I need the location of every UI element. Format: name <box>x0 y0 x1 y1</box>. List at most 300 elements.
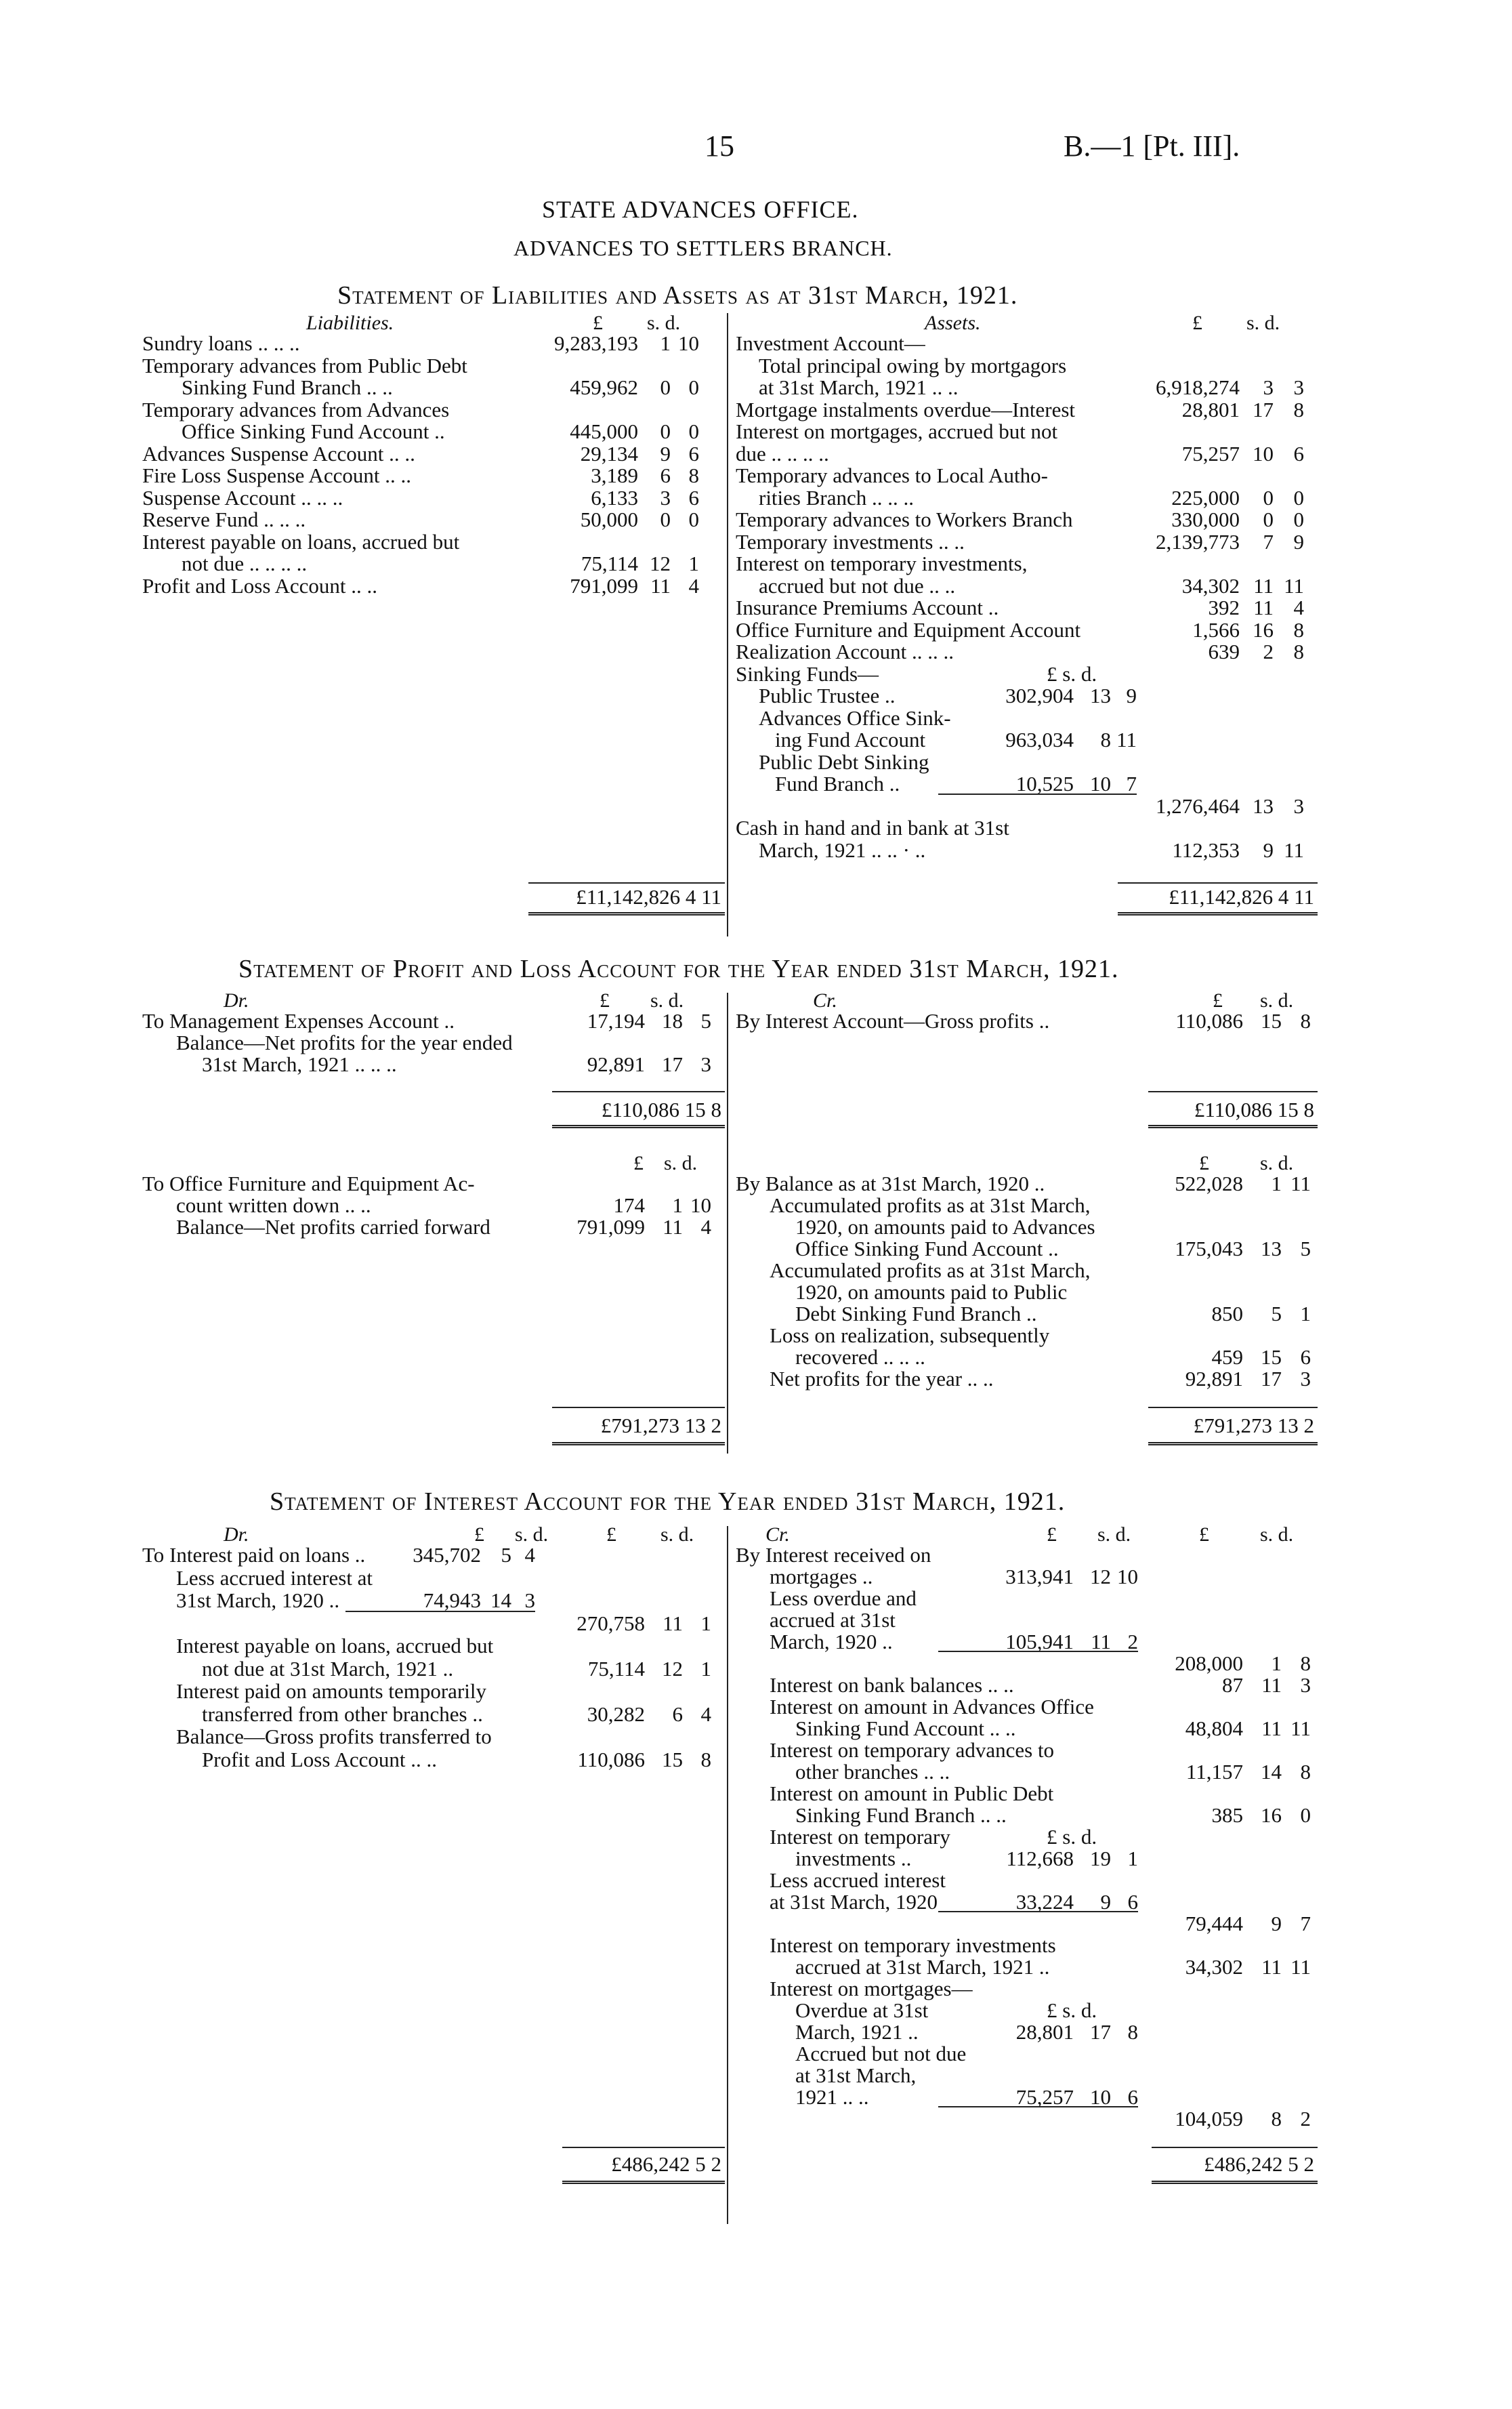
pl-credit2-row <box>0 1324 1512 1347</box>
int-credit-inner-amount: 28,801 <box>1015 2020 1074 2044</box>
int-credit-amount: 79,444 <box>1185 1912 1243 1935</box>
pl-total2-rule-left-top <box>552 1407 725 1408</box>
pl2-cr-sd-head: s. d. <box>1260 1152 1294 1174</box>
pl-debit2-pence: 4 <box>700 1215 711 1239</box>
int-credit-label: accrued at 31st March, 1921 .. <box>795 1955 1050 1979</box>
pl2-dr-sd-head: s. d. <box>664 1152 698 1174</box>
pl-dr-sd-head: s. d. <box>650 989 684 1012</box>
int-credit-inner-shillings: 9 <box>1100 1890 1111 1914</box>
liability-label: Reserve Fund .. .. .. <box>142 508 306 531</box>
liability-shillings: 3 <box>660 485 671 510</box>
liability-shillings: 1 <box>660 331 671 355</box>
int-credit-inner-pence: 6 <box>1127 2085 1138 2109</box>
asset-label: Cash in hand and in bank at 31st <box>736 816 1009 840</box>
asset-inner-pence: 9 <box>1126 684 1137 707</box>
pl-credit-label: By Interest Account—Gross profits .. <box>736 1009 1050 1033</box>
int-credit-amount: 34,302 <box>1185 1955 1243 1979</box>
int-credit-amount: 48,804 <box>1185 1716 1243 1740</box>
pl-credit2-row <box>0 1172 1512 1195</box>
int-credit-inner-amount: 105,941 <box>1005 1630 1074 1653</box>
int-credit-inner-head: £ s. d. <box>1047 1998 1097 2022</box>
int-credit-row <box>0 1674 1512 1697</box>
asset-label: Office Furniture and Equipment Account <box>736 617 1081 642</box>
pl-debit-amount: 92,891 <box>587 1052 645 1076</box>
int-credit-row <box>0 1544 1512 1567</box>
asset-pence: 6 <box>1293 441 1304 466</box>
pl-credit2-amount: 175,043 <box>1175 1237 1243 1260</box>
liability-amount: 50,000 <box>580 508 638 531</box>
pl-debit-amount: 17,194 <box>587 1009 645 1033</box>
asset-amount: 34,302 <box>1181 573 1240 598</box>
liability-label: Office Sinking Fund Account .. <box>182 419 445 443</box>
int-credit-label: Interest on amount in Public Debt <box>770 1782 1054 1805</box>
int-credit-label: Accrued but not due <box>795 2042 967 2065</box>
int-credit-amount: 104,059 <box>1175 2107 1243 2130</box>
asset-inner-shillings: 13 <box>1090 684 1111 707</box>
pl-debit-pence: 5 <box>700 1009 711 1033</box>
liability-pence: 8 <box>688 464 699 487</box>
asset-amount: 112,353 <box>1172 838 1240 862</box>
asset-inner-amount: 963,034 <box>1005 728 1074 751</box>
balance-sheet-title: Statement of Liabilities and Assets as at 31st March, 1921. <box>337 281 1018 310</box>
pl-credit-row <box>0 1010 1512 1033</box>
pl-debit-shillings: 17 <box>662 1052 683 1076</box>
asset-inner-amount: 302,904 <box>1005 684 1074 707</box>
asset-shillings: 3 <box>1263 375 1274 399</box>
int-dr-pound-head: £ <box>606 1523 616 1546</box>
asset-row <box>0 684 1512 707</box>
int-credit-row <box>0 1826 1512 1849</box>
bs-total-rule-left-bottom <box>528 912 725 915</box>
asset-pence: 3 <box>1293 375 1304 399</box>
pl-credit2-amount: 850 <box>1211 1302 1243 1325</box>
asset-row <box>0 707 1512 730</box>
asset-shillings: 11 <box>1253 573 1274 598</box>
pl-credit2-shillings: 13 <box>1261 1237 1282 1260</box>
int-credit-pence: 8 <box>1300 1760 1311 1784</box>
liab-sd-head: s. d. <box>647 312 681 334</box>
int-credit-row <box>0 1847 1512 1870</box>
pl-debit-shillings: 18 <box>662 1009 683 1033</box>
liability-label: Temporary advances from Public Debt <box>142 353 467 377</box>
int-credit-label: 1921 .. .. <box>795 2085 869 2109</box>
liability-shillings: 0 <box>660 508 671 531</box>
pl-credit2-row <box>0 1346 1512 1369</box>
int-cr-pound-head: £ <box>1199 1523 1209 1546</box>
asset-label: Realization Account .. .. .. <box>736 640 954 663</box>
pl-total2-rule-left-bottom <box>552 1442 725 1445</box>
liability-amount: 29,134 <box>580 441 638 466</box>
int-credit-label: Sinking Fund Branch .. .. <box>795 1803 1007 1827</box>
asset-label: rities Branch .. .. .. <box>759 485 915 510</box>
asset-label: Advances Office Sink- <box>759 705 951 730</box>
int-debit-inner-amount: 74,943 <box>423 1588 481 1612</box>
asset-shillings: 0 <box>1263 508 1274 531</box>
pl2-cr-pound-head: £ <box>1199 1152 1209 1174</box>
int-credit-label: Interest on bank balances .. .. <box>770 1673 1014 1697</box>
int-cr-sd-head: s. d. <box>1260 1523 1294 1546</box>
int-total-rule-right-bottom <box>1152 2181 1318 2184</box>
pl-credit2-row <box>0 1367 1512 1391</box>
liability-amount: 9,283,193 <box>554 331 638 355</box>
int-debit-inner-shillings: 5 <box>501 1543 511 1567</box>
asset-row <box>0 817 1512 840</box>
int-credit-label: March, 1921 .. <box>795 2020 919 2044</box>
int-credit-shillings: 11 <box>1261 1673 1282 1697</box>
liability-label: Suspense Account .. .. .. <box>142 485 343 510</box>
pl-credit2-shillings: 17 <box>1261 1367 1282 1391</box>
int-credit-row <box>0 1739 1512 1762</box>
liability-shillings: 6 <box>660 464 671 487</box>
asset-amount: 6,918,274 <box>1156 375 1240 399</box>
pl-total1-rule-right-bottom <box>1148 1125 1318 1128</box>
int-credit-inner-amount: 75,257 <box>1015 2085 1074 2109</box>
liability-pence: 6 <box>688 441 699 466</box>
int-debit-inner-pence: 3 <box>524 1588 535 1612</box>
pl-debit-label: 31st March, 1921 .. .. .. <box>202 1052 397 1076</box>
pl-total1-right: £110,086 15 8 <box>1194 1098 1314 1121</box>
int-dr-label: Dr. <box>224 1523 249 1546</box>
asset-label: Temporary advances to Local Autho- <box>736 464 1048 487</box>
asset-label: accrued but not due .. .. <box>759 573 956 598</box>
asset-inner-head: £ s. d. <box>1047 661 1097 686</box>
asset-shillings: 16 <box>1253 617 1274 642</box>
asset-row <box>0 442 1512 466</box>
int-debit-pence: 8 <box>700 1747 711 1771</box>
pl-debit2-label: Balance—Net profits carried forward <box>176 1215 490 1239</box>
int-credit-label: Interest on amount in Advances Office <box>770 1695 1094 1718</box>
int-credit-label: Interest on mortgages— <box>770 1977 973 2000</box>
branch-title: ADVANCES TO SETTLERS BRANCH. <box>513 236 893 260</box>
asset-row <box>0 464 1512 487</box>
pl-debit-label: To Management Expenses Account .. <box>142 1009 455 1033</box>
int-credit-label: at 31st March, 1920 <box>770 1890 938 1914</box>
int-credit-row <box>0 1804 1512 1827</box>
assets-sd-head: s. d. <box>1246 312 1280 334</box>
pl-total1-rule-right-top <box>1148 1091 1318 1092</box>
int-credit-pence: 8 <box>1300 1651 1311 1675</box>
asset-label: Temporary advances to Workers Branch <box>736 508 1073 531</box>
pl-dr-label: Dr. <box>224 989 249 1012</box>
asset-pence: 4 <box>1293 596 1304 619</box>
asset-shillings: 7 <box>1263 529 1274 554</box>
asset-pence: 0 <box>1293 485 1304 510</box>
pl-debit2-label: count written down .. .. <box>176 1193 371 1217</box>
int-credit-amount: 87 <box>1222 1673 1243 1697</box>
int-credit-label: Interest on temporary advances to <box>770 1738 1055 1762</box>
int-credit-pence: 11 <box>1290 1716 1311 1740</box>
int-credit-inner-pence: 6 <box>1127 1890 1138 1914</box>
pl-credit2-row <box>0 1281 1512 1304</box>
asset-shillings: 10 <box>1253 441 1274 466</box>
pl-credit2-label: Net profits for the year .. .. <box>770 1367 994 1391</box>
pl-total2-rule-right-top <box>1148 1407 1318 1408</box>
asset-shillings: 0 <box>1263 485 1274 510</box>
pl-debit-label: Balance—Net profits for the year ended <box>176 1031 513 1054</box>
asset-subtotal-rule <box>938 794 1137 795</box>
pl-credit2-label: Loss on realization, subsequently <box>770 1323 1050 1347</box>
int-total-right: £486,242 5 2 <box>1204 2152 1314 2176</box>
int-debit-amount: 75,114 <box>587 1656 645 1681</box>
int-credit-inner-shillings: 19 <box>1090 1847 1111 1870</box>
pl-credit2-label: 1920, on amounts paid to Advances <box>795 1215 1095 1239</box>
pl-credit2-pence: 1 <box>1300 1302 1311 1325</box>
int-credit-row <box>0 1869 1512 1892</box>
int-debit-amount: 110,086 <box>577 1747 645 1771</box>
int-credit-row <box>0 1565 1512 1588</box>
asset-label: Insurance Premiums Account .. <box>736 596 999 619</box>
int-credit-row <box>0 1912 1512 1935</box>
int-credit-amount: 11,157 <box>1185 1760 1243 1784</box>
pl-total1-left: £110,086 15 8 <box>601 1098 721 1121</box>
bs-total-right: £11,142,826 4 11 <box>1169 885 1314 909</box>
pl-credit2-label: Accumulated profits as at 31st March, <box>770 1258 1091 1282</box>
pl-credit2-shillings: 1 <box>1271 1172 1282 1195</box>
int-debit-pence: 1 <box>700 1611 711 1635</box>
asset-inner-pence: 7 <box>1126 772 1137 796</box>
asset-pence: 3 <box>1293 794 1304 818</box>
pl-debit-pence: 3 <box>700 1052 711 1076</box>
int-credit-label: investments .. <box>795 1847 912 1870</box>
asset-label: Investment Account— <box>736 331 925 355</box>
liab-pound-head: £ <box>593 312 603 334</box>
asset-pence: 9 <box>1293 529 1304 554</box>
asset-row <box>0 728 1512 751</box>
pl-credit-shillings: 15 <box>1261 1009 1282 1033</box>
int-debit-shillings: 11 <box>663 1611 683 1635</box>
liability-pence: 0 <box>688 508 699 531</box>
pl-debit-row <box>0 1031 1512 1054</box>
int-credit-row <box>0 2064 1512 2087</box>
int-debit-label: transferred from other branches .. <box>202 1702 483 1726</box>
pl-credit2-row <box>0 1237 1512 1260</box>
asset-label: ing Fund Account <box>775 728 926 751</box>
asset-pence: 8 <box>1293 617 1304 642</box>
asset-row <box>0 487 1512 510</box>
pl-debit2-amount: 174 <box>613 1193 645 1217</box>
asset-amount: 392 <box>1208 596 1240 619</box>
int-dr-inner-sd-head: s. d. <box>515 1523 549 1546</box>
asset-pence: 8 <box>1293 640 1304 663</box>
asset-inner-amount: 10,525 <box>1015 772 1074 796</box>
int-credit-inner-amount: 33,224 <box>1015 1890 1074 1914</box>
int-credit-label: other branches .. .. <box>795 1760 950 1784</box>
int-credit-label: accrued at 31st <box>770 1608 896 1632</box>
pl-dr-pound-head: £ <box>600 989 610 1012</box>
int-credit-shillings: 11 <box>1261 1716 1282 1740</box>
pl-total2-rule-right-bottom <box>1148 1442 1318 1445</box>
liability-pence: 10 <box>678 331 699 355</box>
asset-amount: 330,000 <box>1171 508 1240 531</box>
assets-heading: Assets. <box>925 312 981 334</box>
pl-cr-label: Cr. <box>813 989 837 1012</box>
asset-label: Temporary investments .. .. <box>736 529 965 554</box>
asset-row <box>0 619 1512 642</box>
asset-amount: 1,276,464 <box>1156 794 1240 818</box>
liability-amount: 445,000 <box>570 419 638 443</box>
pl-total2-left: £791,273 13 2 <box>600 1414 721 1437</box>
pl-total1-rule-left-top <box>552 1091 725 1092</box>
int-credit-shillings: 16 <box>1261 1803 1282 1827</box>
int-credit-label: March, 1920 .. <box>770 1630 893 1653</box>
pl-credit2-row <box>0 1259 1512 1282</box>
int-credit-pence: 11 <box>1290 1955 1311 1979</box>
assets-pound-head: £ <box>1192 312 1202 334</box>
liability-label: Profit and Loss Account .. .. <box>142 573 377 598</box>
int-debit-shillings: 15 <box>662 1747 683 1771</box>
asset-row <box>0 354 1512 377</box>
pl-total1-rule-left-bottom <box>552 1125 725 1128</box>
pl-credit2-amount: 92,891 <box>1185 1367 1243 1391</box>
int-credit-inner-head: £ s. d. <box>1047 1825 1097 1849</box>
int-credit-inner-pence: 1 <box>1127 1847 1138 1870</box>
asset-amount: 225,000 <box>1171 485 1240 510</box>
liability-pence: 0 <box>688 419 699 443</box>
pl-credit2-shillings: 5 <box>1271 1302 1282 1325</box>
asset-shillings: 13 <box>1253 794 1274 818</box>
asset-label: due .. .. .. .. <box>736 441 829 466</box>
int-credit-shillings: 11 <box>1261 1955 1282 1979</box>
pl-credit-pence: 8 <box>1300 1009 1311 1033</box>
liability-amount: 459,962 <box>570 375 638 399</box>
int-credit-row <box>0 1761 1512 1784</box>
int-total-rule-right-top <box>1152 2147 1318 2148</box>
asset-shillings: 9 <box>1263 838 1274 862</box>
liability-pence: 1 <box>688 552 699 575</box>
int-debit-pence: 4 <box>700 1702 711 1726</box>
pl-credit2-label: Office Sinking Fund Account .. <box>795 1237 1059 1260</box>
int-total-left: £486,242 5 2 <box>611 2152 721 2176</box>
pl-debit2-shillings: 1 <box>672 1193 683 1217</box>
int-dr-inner-pound-head: £ <box>474 1523 484 1546</box>
liability-label: Interest payable on loans, accrued but <box>142 529 460 554</box>
int-credit-row <box>0 2086 1512 2109</box>
int-credit-pence: 0 <box>1300 1803 1311 1827</box>
int-credit-row <box>0 1652 1512 1675</box>
asset-amount: 1,566 <box>1192 617 1240 642</box>
asset-row <box>0 839 1512 862</box>
asset-row <box>0 332 1512 355</box>
int-debit-label: Interest paid on amounts temporarily <box>176 1679 486 1703</box>
asset-row <box>0 663 1512 686</box>
asset-row <box>0 596 1512 619</box>
asset-row <box>0 531 1512 554</box>
int-debit-label: Interest payable on loans, accrued but <box>176 1634 494 1658</box>
int-credit-row <box>0 1717 1512 1740</box>
int-credit-shillings: 1 <box>1271 1651 1282 1675</box>
int-debit-label: To Interest paid on loans .. <box>142 1543 366 1567</box>
interest-title: Statement of Interest Account for the Year ended 31st March, 1921. <box>270 1487 1066 1516</box>
asset-label: Public Debt Sinking <box>759 749 929 774</box>
asset-label: Interest on mortgages, accrued but not <box>736 419 1058 443</box>
asset-shillings: 17 <box>1253 397 1274 421</box>
asset-amount: 2,139,773 <box>1156 529 1240 554</box>
int-credit-label: at 31st March, <box>795 2063 917 2087</box>
liability-label: Fire Loss Suspense Account .. .. <box>142 464 411 487</box>
asset-label: Public Trustee .. <box>759 684 896 707</box>
int-credit-shillings: 8 <box>1271 2107 1282 2130</box>
asset-inner-shillings: 8 <box>1100 728 1111 751</box>
pl-credit2-row <box>0 1216 1512 1239</box>
liability-pence: 0 <box>688 375 699 399</box>
int-credit-label: Overdue at 31st <box>795 1998 929 2022</box>
int-cr-label: Cr. <box>765 1523 790 1546</box>
int-credit-inner-pence: 8 <box>1127 2020 1138 2044</box>
int-credit-label: Less accrued interest <box>770 1868 946 1892</box>
pl-credit2-pence: 11 <box>1290 1172 1311 1195</box>
liability-label: Sundry loans .. .. .. <box>142 331 300 355</box>
document-reference: B.—1 [Pt. III]. <box>1064 129 1240 163</box>
int-credit-inner-amount: 313,941 <box>1005 1565 1074 1588</box>
int-debit-shillings: 6 <box>672 1702 683 1726</box>
int-total-rule-left-top <box>562 2147 725 2148</box>
int-credit-amount: 208,000 <box>1175 1651 1243 1675</box>
liability-pence: 4 <box>688 573 699 598</box>
asset-row <box>0 575 1512 598</box>
bs-total-rule-right-top <box>1118 882 1318 884</box>
int-credit-row <box>0 2042 1512 2065</box>
int-credit-row <box>0 1587 1512 1610</box>
bs-total-rule-right-bottom <box>1118 912 1318 915</box>
office-title: STATE ADVANCES OFFICE. <box>542 196 859 223</box>
int-credit-row <box>0 1934 1512 1957</box>
asset-row <box>0 508 1512 531</box>
asset-pence: 11 <box>1284 573 1304 598</box>
int-debit-inner-pence: 4 <box>524 1543 535 1567</box>
bs-total-rule-left-top <box>528 882 725 884</box>
int-credit-row <box>0 1609 1512 1632</box>
int-debit-amount: 30,282 <box>587 1702 645 1726</box>
asset-shillings: 2 <box>1263 640 1274 663</box>
pl-credit2-row <box>0 1194 1512 1217</box>
int-credit-row <box>0 2107 1512 2130</box>
int-credit-label: Interest on temporary <box>770 1825 950 1849</box>
pl-credit2-pence: 3 <box>1300 1367 1311 1391</box>
int-credit-pence: 3 <box>1300 1673 1311 1697</box>
asset-shillings: 11 <box>1253 596 1274 619</box>
pl-debit2-shillings: 11 <box>663 1215 683 1239</box>
profit-loss-title: Statement of Profit and Loss Account for the Year ended 31st March, 1921. <box>238 955 1119 983</box>
asset-row <box>0 640 1512 663</box>
liability-label: Sinking Fund Branch .. .. <box>182 375 393 399</box>
bs-total-left: £11,142,826 4 11 <box>576 885 721 909</box>
int-credit-inner-shillings: 10 <box>1090 2085 1111 2109</box>
int-credit-row <box>0 1782 1512 1805</box>
int-credit-row <box>0 1999 1512 2022</box>
int-debit-pence: 1 <box>700 1656 711 1681</box>
pl-credit2-label: recovered .. .. .. <box>795 1345 925 1369</box>
int-credit-inner-shillings: 12 <box>1090 1565 1111 1588</box>
int-credit-subtotal-rule <box>938 1911 1138 1912</box>
int-debit-label: not due at 31st March, 1921 .. <box>202 1656 454 1681</box>
asset-amount: 75,257 <box>1181 441 1240 466</box>
pl-debit2-label: To Office Furniture and Equipment Ac- <box>142 1172 475 1195</box>
asset-amount: 28,801 <box>1181 397 1240 421</box>
asset-row <box>0 751 1512 774</box>
pl-debit2-amount: 791,099 <box>576 1215 645 1239</box>
asset-label: Mortgage instalments overdue—Interest <box>736 397 1076 421</box>
int-credit-row <box>0 1956 1512 1979</box>
pl-debit-row <box>0 1053 1512 1076</box>
liability-shillings: 0 <box>660 375 671 399</box>
liability-amount: 75,114 <box>581 552 638 575</box>
int-debit-label: Less accrued interest at <box>176 1565 373 1590</box>
pl-credit2-amount: 459 <box>1211 1345 1243 1369</box>
int-debit-inner-amount: 345,702 <box>413 1543 481 1567</box>
asset-row <box>0 773 1512 796</box>
pl-credit2-row <box>0 1302 1512 1325</box>
int-credit-row <box>0 2021 1512 2044</box>
